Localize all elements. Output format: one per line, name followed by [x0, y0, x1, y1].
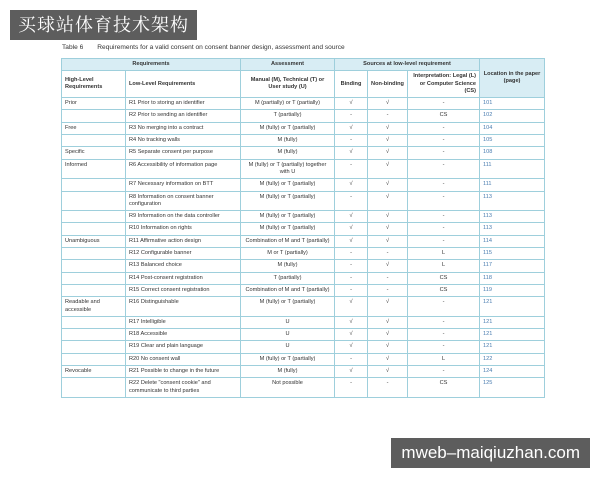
binding-cell: - — [335, 191, 368, 211]
low-level-cell: R17 Intelligible — [126, 316, 241, 328]
assessment-cell: M (fully) or T (partially) — [241, 297, 335, 317]
table-row — [62, 366, 545, 378]
table-row — [62, 211, 545, 223]
binding-cell: - — [335, 272, 368, 284]
binding-cell: √ — [335, 211, 368, 223]
binding-cell: √ — [335, 223, 368, 235]
high-level-cell — [62, 179, 126, 191]
non-binding-cell: √ — [368, 341, 408, 353]
binding-cell: - — [335, 284, 368, 296]
table-row — [62, 159, 545, 179]
page-cell: 111 — [480, 179, 545, 191]
page-cell: 102 — [480, 110, 545, 122]
page-cell: 121 — [480, 329, 545, 341]
page-cell: 104 — [480, 122, 545, 134]
table-row — [62, 260, 545, 272]
interpretation-cell: CS — [408, 284, 480, 296]
binding-cell: √ — [335, 341, 368, 353]
high-level-cell — [62, 110, 126, 122]
assessment-cell: Combination of M and T (partially) — [241, 284, 335, 296]
page-cell: 121 — [480, 341, 545, 353]
assessment-cell: M (fully) or T (partially) — [241, 122, 335, 134]
low-level-cell: R22 Delete "consent cookie" and communicate to third parties — [126, 378, 241, 398]
high-level-cell — [62, 191, 126, 211]
assessment-cell: U — [241, 341, 335, 353]
header-location: Location in the paper (page) — [480, 59, 545, 98]
page-cell: 108 — [480, 147, 545, 159]
interpretation-cell: - — [408, 135, 480, 147]
non-binding-cell: √ — [368, 98, 408, 110]
low-level-cell: R6 Accessibility of information page — [126, 159, 241, 179]
interpretation-cell: - — [408, 211, 480, 223]
header-binding: Binding — [335, 71, 368, 98]
low-level-cell: R3 No merging into a contract — [126, 122, 241, 134]
table-row — [62, 122, 545, 134]
interpretation-cell: - — [408, 341, 480, 353]
binding-cell: √ — [335, 98, 368, 110]
binding-cell: √ — [335, 179, 368, 191]
table-row — [62, 297, 545, 317]
assessment-cell: U — [241, 329, 335, 341]
interpretation-cell: - — [408, 159, 480, 179]
table-row — [62, 248, 545, 260]
page-cell: 115 — [480, 248, 545, 260]
assessment-cell: M (fully) or T (partially) together with U — [241, 159, 335, 179]
low-level-cell: R20 No consent wall — [126, 353, 241, 365]
page-cell: 124 — [480, 366, 545, 378]
non-binding-cell: √ — [368, 223, 408, 235]
header-interpretation: Interpretation: Legal (L) or Computer Science (CS) — [408, 71, 480, 98]
high-level-cell — [62, 248, 126, 260]
interpretation-cell: - — [408, 223, 480, 235]
table-row — [62, 223, 545, 235]
non-binding-cell: √ — [368, 297, 408, 317]
assessment-cell: M (fully) or T (partially) — [241, 353, 335, 365]
page-cell: 119 — [480, 284, 545, 296]
non-binding-cell: √ — [368, 235, 408, 247]
high-level-cell: Specific — [62, 147, 126, 159]
interpretation-cell: - — [408, 191, 480, 211]
interpretation-cell: - — [408, 329, 480, 341]
high-level-cell: Readable and accessible — [62, 297, 126, 317]
page-cell: 121 — [480, 297, 545, 317]
page-cell: 111 — [480, 159, 545, 179]
watermark-bottom: mweb–maiqiuzhan.com — [391, 438, 590, 468]
table-row — [62, 378, 545, 398]
low-level-cell: R19 Clear and plain language — [126, 341, 241, 353]
table-row — [62, 191, 545, 211]
binding-cell: - — [335, 353, 368, 365]
non-binding-cell: √ — [368, 159, 408, 179]
table-row — [62, 98, 545, 110]
page-cell: 114 — [480, 235, 545, 247]
assessment-cell: M (fully) — [241, 366, 335, 378]
table-caption — [62, 44, 345, 51]
table-title: Requirements for a valid consent on consent banner design, assessment and source — [97, 44, 345, 51]
binding-cell: - — [335, 260, 368, 272]
page-cell: 117 — [480, 260, 545, 272]
non-binding-cell: √ — [368, 179, 408, 191]
high-level-cell: Free — [62, 122, 126, 134]
non-binding-cell: √ — [368, 329, 408, 341]
high-level-cell — [62, 378, 126, 398]
low-level-cell: R14 Post-consent registration — [126, 272, 241, 284]
table-row — [62, 179, 545, 191]
binding-cell: - — [335, 110, 368, 122]
binding-cell: √ — [335, 316, 368, 328]
header-low-level: Low-Level Requirements — [126, 71, 241, 98]
assessment-cell: T (partially) — [241, 272, 335, 284]
low-level-cell: R7 Necessary information on BTT — [126, 179, 241, 191]
assessment-cell: M (fully) — [241, 147, 335, 159]
low-level-cell: R5 Separate consent per purpose — [126, 147, 241, 159]
non-binding-cell: - — [368, 248, 408, 260]
non-binding-cell: √ — [368, 260, 408, 272]
page-cell: 113 — [480, 211, 545, 223]
non-binding-cell: - — [368, 110, 408, 122]
table-row — [62, 110, 545, 122]
header-sources: Sources at low-level requirement — [335, 59, 480, 71]
watermark-top: 买球站体育技术架构 — [10, 10, 197, 40]
non-binding-cell: - — [368, 378, 408, 398]
high-level-cell: Revocable — [62, 366, 126, 378]
table-row — [62, 147, 545, 159]
assessment-cell: Not possible — [241, 378, 335, 398]
interpretation-cell: CS — [408, 110, 480, 122]
low-level-cell: R4 No tracking walls — [126, 135, 241, 147]
interpretation-cell: - — [408, 179, 480, 191]
low-level-cell: R8 Information on consent banner configuration — [126, 191, 241, 211]
low-level-cell: R11 Affirmative action design — [126, 235, 241, 247]
binding-cell: - — [335, 159, 368, 179]
table-row — [62, 341, 545, 353]
page-cell: 121 — [480, 316, 545, 328]
high-level-cell — [62, 316, 126, 328]
table-label: Table 6 — [62, 44, 84, 51]
binding-cell: √ — [335, 297, 368, 317]
interpretation-cell: - — [408, 297, 480, 317]
assessment-cell: M (fully) — [241, 135, 335, 147]
table-row — [62, 135, 545, 147]
page-cell: 122 — [480, 353, 545, 365]
interpretation-cell: - — [408, 316, 480, 328]
header-high-level: High-Level Requirements — [62, 71, 126, 98]
interpretation-cell: L — [408, 353, 480, 365]
interpretation-cell: - — [408, 98, 480, 110]
interpretation-cell: - — [408, 122, 480, 134]
table-row — [62, 272, 545, 284]
header-non-binding: Non-binding — [368, 71, 408, 98]
assessment-cell: M (fully) or T (partially) — [241, 211, 335, 223]
binding-cell: √ — [335, 147, 368, 159]
low-level-cell: R9 Information on the data controller — [126, 211, 241, 223]
low-level-cell: R16 Distinguishable — [126, 297, 241, 317]
assessment-cell: M (fully) or T (partially) — [241, 223, 335, 235]
interpretation-cell: CS — [408, 378, 480, 398]
non-binding-cell: √ — [368, 191, 408, 211]
high-level-cell: Informed — [62, 159, 126, 179]
non-binding-cell: √ — [368, 316, 408, 328]
assessment-cell: M (partially) or T (partially) — [241, 98, 335, 110]
non-binding-cell: √ — [368, 366, 408, 378]
low-level-cell: R21 Possible to change in the future — [126, 366, 241, 378]
non-binding-cell: √ — [368, 353, 408, 365]
binding-cell: - — [335, 135, 368, 147]
high-level-cell: Unambiguous — [62, 235, 126, 247]
assessment-cell: M or T (partially) — [241, 248, 335, 260]
header-assessment: Assessment — [241, 59, 335, 71]
page-cell: 101 — [480, 98, 545, 110]
binding-cell: - — [335, 378, 368, 398]
high-level-cell — [62, 260, 126, 272]
page-cell: 125 — [480, 378, 545, 398]
table-row — [62, 353, 545, 365]
table-row — [62, 316, 545, 328]
assessment-cell: M (fully) or T (partially) — [241, 179, 335, 191]
high-level-cell: Prior — [62, 98, 126, 110]
binding-cell: √ — [335, 329, 368, 341]
low-level-cell: R18 Accessible — [126, 329, 241, 341]
binding-cell: - — [335, 248, 368, 260]
assessment-cell: T (partially) — [241, 110, 335, 122]
header-assessment-sub: Manual (M), Technical (T) or User study (U) — [241, 71, 335, 98]
low-level-cell: R1 Prior to storing an identifier — [126, 98, 241, 110]
header-requirements: Requirements — [62, 59, 241, 71]
high-level-cell — [62, 353, 126, 365]
low-level-cell: R15 Correct consent registration — [126, 284, 241, 296]
interpretation-cell: CS — [408, 272, 480, 284]
non-binding-cell: - — [368, 284, 408, 296]
interpretation-cell: - — [408, 147, 480, 159]
binding-cell: √ — [335, 235, 368, 247]
assessment-cell: M (fully) — [241, 260, 335, 272]
interpretation-cell: - — [408, 366, 480, 378]
high-level-cell — [62, 211, 126, 223]
non-binding-cell: √ — [368, 122, 408, 134]
low-level-cell: R10 Information on rights — [126, 223, 241, 235]
low-level-cell: R2 Prior to sending an identifier — [126, 110, 241, 122]
table-body — [62, 98, 545, 398]
assessment-cell: U — [241, 316, 335, 328]
table-row — [62, 329, 545, 341]
high-level-cell — [62, 272, 126, 284]
high-level-cell — [62, 223, 126, 235]
binding-cell: √ — [335, 122, 368, 134]
requirements-table — [61, 58, 545, 398]
non-binding-cell: √ — [368, 147, 408, 159]
interpretation-cell: L — [408, 248, 480, 260]
assessment-cell: M (fully) or T (partially) — [241, 191, 335, 211]
table-row — [62, 235, 545, 247]
assessment-cell: Combination of M and T (partially) — [241, 235, 335, 247]
page-cell: 113 — [480, 223, 545, 235]
high-level-cell — [62, 341, 126, 353]
page-cell: 118 — [480, 272, 545, 284]
page-cell: 105 — [480, 135, 545, 147]
binding-cell: √ — [335, 366, 368, 378]
non-binding-cell: √ — [368, 135, 408, 147]
interpretation-cell: - — [408, 235, 480, 247]
high-level-cell — [62, 329, 126, 341]
high-level-cell — [62, 135, 126, 147]
table-row — [62, 284, 545, 296]
low-level-cell: R12 Configurable banner — [126, 248, 241, 260]
high-level-cell — [62, 284, 126, 296]
page-cell: 113 — [480, 191, 545, 211]
low-level-cell: R13 Balanced choice — [126, 260, 241, 272]
non-binding-cell: - — [368, 272, 408, 284]
non-binding-cell: √ — [368, 211, 408, 223]
interpretation-cell: L — [408, 260, 480, 272]
